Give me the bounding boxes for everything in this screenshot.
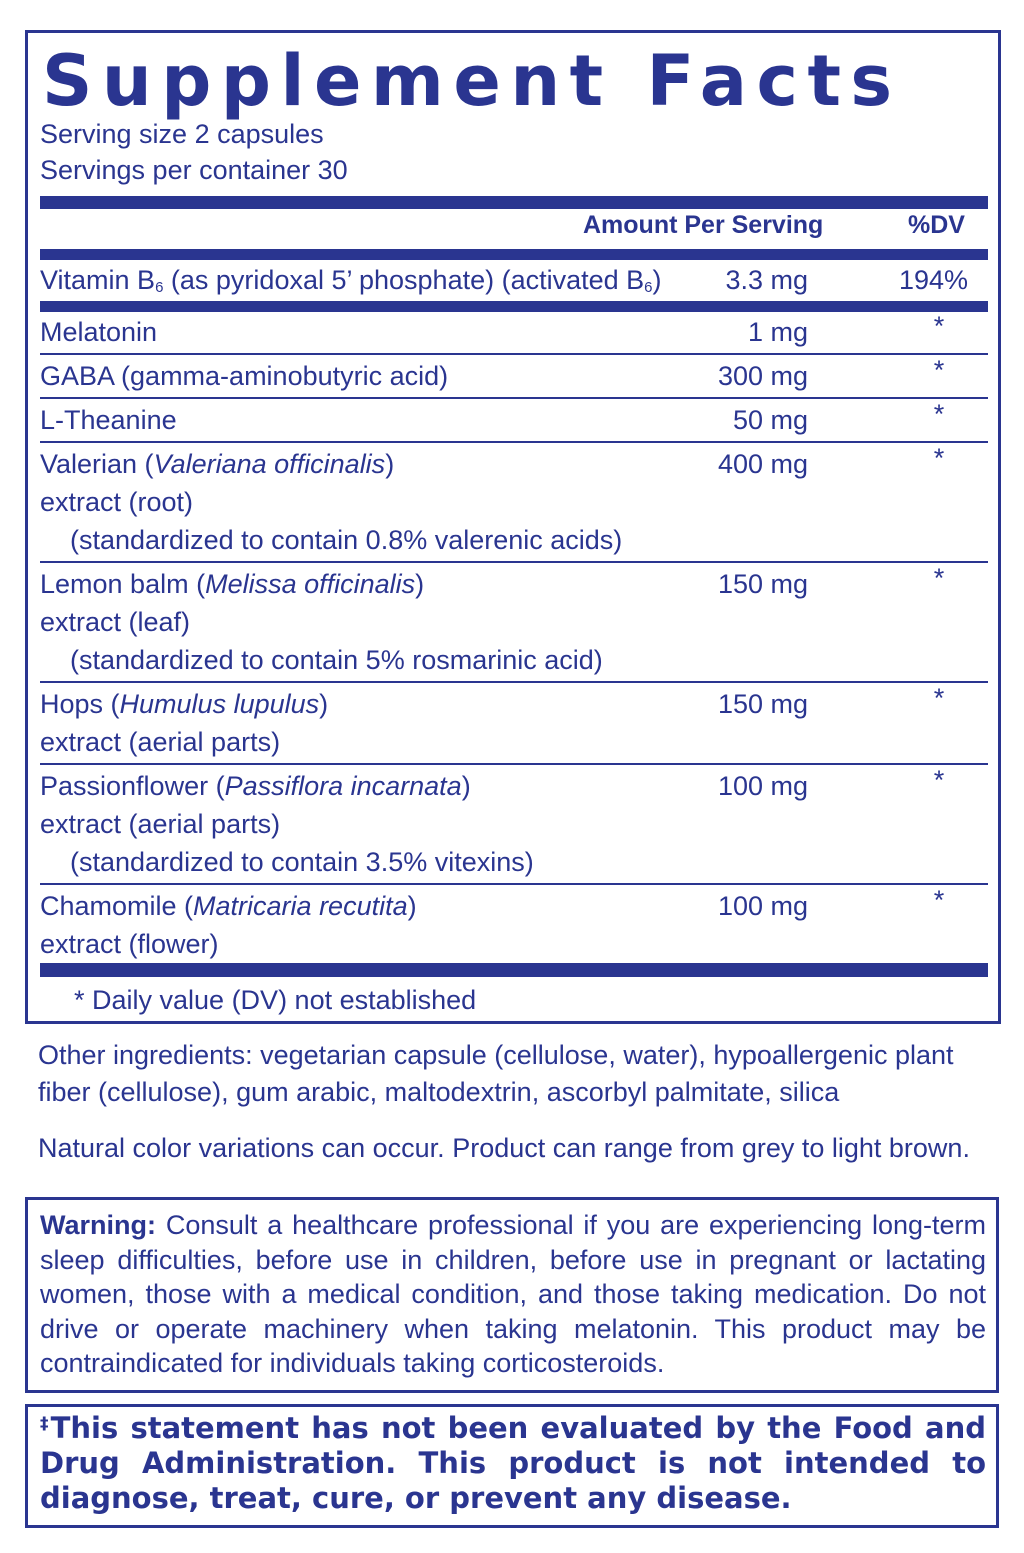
ingredient-amount: 50 mg: [732, 405, 808, 435]
divider-thin: [40, 441, 988, 443]
ingredient-name: [40, 770, 471, 802]
ingredient-standardization: (standardized to contain 3.5% vitexins): [70, 847, 534, 877]
ingredient-name: [40, 688, 328, 720]
latin-name: Passiflora incarnata: [224, 771, 462, 801]
common-name: Chamomile (: [40, 891, 194, 921]
warning-label: Warning:: [40, 1210, 156, 1240]
common-name: Lemon balm (: [40, 569, 206, 599]
fda-disclaimer-text: This statement has not been evaluated by the Food and Drug Administration. This product is not intended to diagnose, treat, cure, or prevent any disease.: [40, 1411, 986, 1515]
ingredient-name: Melatonin: [40, 317, 158, 347]
paren: ): [319, 689, 329, 719]
ingredient-amount: 300 mg: [717, 361, 808, 391]
serving-size: Serving size 2 capsules: [40, 119, 324, 149]
warning-box: [25, 1197, 999, 1393]
ingredient-amount: 1 mg: [747, 317, 808, 347]
ingredient-name: [40, 568, 424, 600]
ingredient-dv: *: [933, 311, 945, 341]
ingredient-name: GABA (gamma-aminobutyric acid): [40, 361, 449, 391]
ingredient-amount: 100 mg: [717, 891, 808, 921]
paren: ): [385, 449, 395, 479]
ingredient-name: [40, 448, 394, 480]
vitamin-b6-name: [40, 264, 662, 296]
divider-thin: [40, 883, 988, 885]
header-dv: %DV: [908, 211, 965, 239]
ingredient-dv: *: [933, 563, 945, 593]
double-dagger-symbol: ‡: [40, 1414, 51, 1434]
header-amount: Amount Per Serving: [583, 211, 824, 239]
divider-thick: [40, 963, 988, 977]
common-name: Valerian (: [40, 449, 154, 479]
vitamin-b6-dv: 194%: [898, 265, 968, 295]
ingredient-extract: extract (leaf): [40, 607, 191, 637]
ingredient-dv: *: [933, 355, 945, 385]
divider-thin: [40, 353, 988, 355]
ingredient-dv: *: [933, 885, 945, 915]
ingredient-dv: *: [933, 399, 945, 429]
ingredient-extract: extract (aerial parts): [40, 809, 281, 839]
ingredient-amount: 150 mg: [717, 689, 808, 719]
divider-thin: [40, 763, 988, 765]
ingredient-amount: 100 mg: [717, 771, 808, 801]
other-ingredients: Other ingredients: vegetarian capsule (cellulose, water), hypoallergenic plant fiber (cellulose), gum arabic, maltodextrin, ascorbyl palmitate, silica: [38, 1040, 954, 1107]
fda-disclaimer-box: [25, 1404, 999, 1528]
color-note: Natural color variations can occur. Product can range from grey to light brown.: [38, 1133, 970, 1163]
subscript: 6: [155, 279, 164, 296]
ingredient-name: L-Theanine: [40, 405, 177, 435]
vitamin-b6-amount: 3.3 mg: [725, 265, 808, 295]
warning-body: Consult a healthcare professional if you are experiencing long-term sleep difficulties, before use in children, before use in pregnant or lactating women, those with a medical condition, and those taking medication. Do not drive or operate machinery when taking melatonin. This product may be contraindicated for individuals taking corticosteroids.: [40, 1210, 986, 1378]
divider-thin: [40, 397, 988, 399]
ingredient-extract: extract (flower): [40, 929, 219, 959]
latin-name: Melissa officinalis: [205, 569, 416, 599]
supplement-facts-panel: [25, 30, 1001, 1024]
divider-thin: [40, 681, 988, 683]
latin-name: Humulus lupulus: [119, 689, 320, 719]
paren: ): [407, 891, 417, 921]
ingredient-name: [40, 890, 417, 922]
vitamin-b6-form: (as pyridoxal 5’ phosphate) (activated B: [163, 265, 645, 295]
ingredient-dv: *: [933, 443, 945, 473]
divider-thick: [40, 196, 988, 209]
ingredient-dv: *: [933, 683, 945, 713]
ingredient-extract: extract (aerial parts): [40, 727, 281, 757]
paren: ): [461, 771, 471, 801]
warning-text: [40, 1208, 986, 1381]
subscript: 6: [644, 279, 653, 296]
common-name: Passionflower (: [40, 771, 225, 801]
fda-disclaimer: [40, 1411, 986, 1516]
paren: ): [415, 569, 425, 599]
servings-per-container: Servings per container 30: [40, 155, 348, 185]
common-name: Hops (: [40, 689, 120, 719]
latin-name: Matricaria recutita: [193, 891, 408, 921]
divider-thick: [40, 301, 988, 312]
paren: ): [652, 265, 662, 295]
divider-thin: [40, 561, 988, 563]
ingredient-standardization: (standardized to contain 0.8% valerenic acids): [70, 525, 623, 555]
dv-footnote: * Daily value (DV) not established: [74, 985, 477, 1015]
panel-title: Supplement Facts: [42, 40, 902, 122]
ingredient-amount: 150 mg: [717, 569, 808, 599]
vitamin-b6-label: Vitamin B: [40, 265, 156, 295]
latin-name: Valeriana officinalis: [153, 449, 386, 479]
ingredient-amount: 400 mg: [717, 449, 808, 479]
ingredient-dv: *: [933, 765, 945, 795]
divider-thick: [40, 249, 988, 260]
ingredient-extract: extract (root): [40, 487, 194, 517]
ingredient-standardization: (standardized to contain 5% rosmarinic acid): [70, 645, 603, 675]
